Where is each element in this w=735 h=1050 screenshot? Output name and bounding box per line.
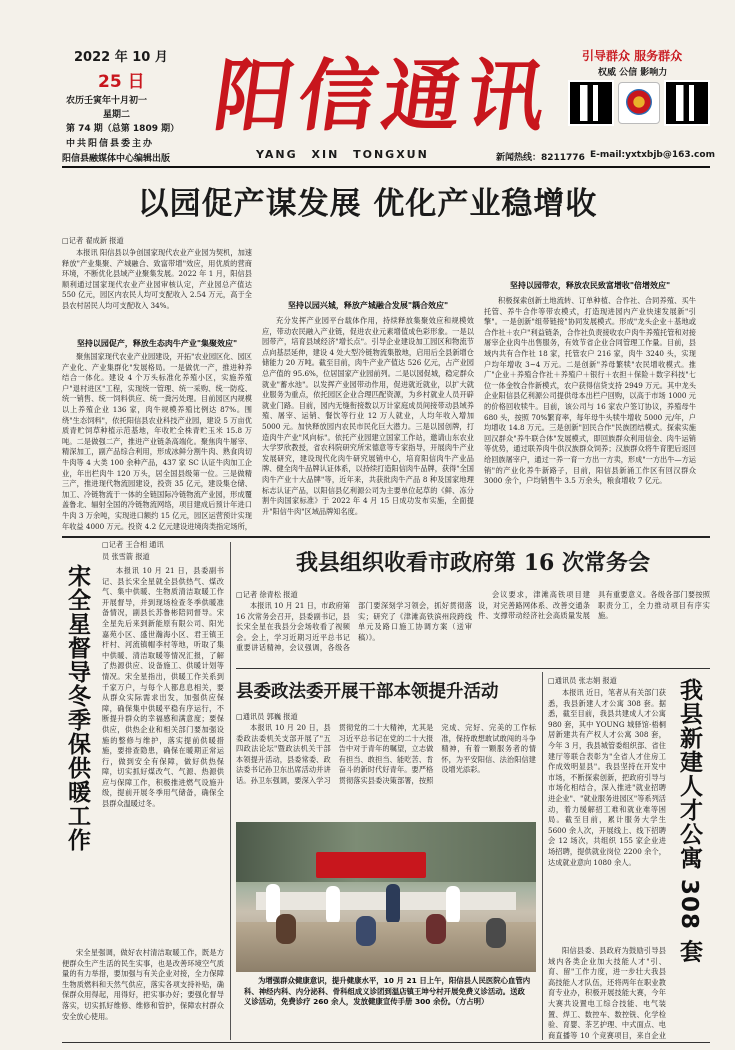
talent-byline: □通讯员 张志娟 报道 xyxy=(548,676,617,685)
talent-body: 本报讯 近日，笔者从有关部门获悉，我县新建人才公寓 308 套。据悉，截至目前，我县共建成人才公寓 980 套，其中 YOUNG 城驿馆·梧桐居新建共有产权人才公寓 308 套，今年 3 月，我县城管委组织部、省住建厅等联合表彰为"全省人才住房工作成效明显县"。我县坚持在开发中市场，不断探索创新，把政府引导与市场化相结合，深入推进"就业招聘进企业"、"就业服务进园区"等系列活动，着力缓解招工难和就业难等困局。截至目前，累计服务大学生 5600 余人次，开展线上、线下招聘会 12 场次，共组织 155 家企业进场招聘，提供就业岗位 2200 余个，达成就业意向 1080 余人。 xyxy=(548,688,666,867)
weekday: 星期二 xyxy=(103,110,131,120)
contact-email: E-mail:yxtxbjb@163.com xyxy=(590,150,715,160)
masthead-rule xyxy=(62,166,710,168)
hotline: 新闻热线：8211776 xyxy=(496,153,585,163)
title-pinyin: YANG XIN TONGXUN xyxy=(256,148,429,161)
sponsor: 中共阳信县委主办 xyxy=(66,139,155,149)
issue-day: 25 日 xyxy=(98,72,145,92)
lead-paragraph-2-continued xyxy=(262,244,474,296)
talent-headline: 我县新建人才公寓 308 套 xyxy=(676,678,702,964)
qr-code-icon xyxy=(666,82,708,124)
zhengfa-headline: 县委政法委开展干部本领提升活动 xyxy=(236,682,499,702)
lead-headline: 以园促产谋发展 优化产业稳增收 xyxy=(137,186,598,222)
photo-caption: 为增强群众健康意识，提升健康水平，10 月 21 日上午，阳信县人民医院心血管内科、神经内科、内分泌科、骨科组成义诊团到温店镇王坤兮村开展免费义诊活动。送政义诊活动，免费诊疗 260 余人，发放健康宣传手册 300 余份。（方占明） xyxy=(244,976,531,1006)
lead-subhead-2: 坚持以园兴城，释放产城融合发展"耦合效应" xyxy=(287,301,449,310)
newspaper-title: 阳信通讯 xyxy=(208,51,558,142)
page-bottom-rule xyxy=(62,1042,710,1043)
zhengfa-byline: □通讯员 郭巍 报道 xyxy=(236,712,298,721)
song-body-tail: 宋全星强调，做好农村清洁取暖工作，既是方便群众生产生活的民生实事，也是改善环境空气质量的有力举措，要加强与有关企业对接，全力保障生物质燃料和天然气供应，落实各项支持补贴，确保群众用得起，用得好，把实事办好；要强化督导落实，切实抓好维修、维修和管护，保障农村群众安全放心使用。 xyxy=(62,948,224,1021)
issue-number: 第 74 期（总第 1809 期） xyxy=(66,124,180,134)
column-rule xyxy=(230,542,231,1040)
lead-paragraph-4: 积极探索创新土地流转、订单种植、合作社、合同养殖、买牛托管、养牛合作等带农模式，打造现进园内产业快速发展新"引擎"。一是创新"组带链接"协同发展模式。形成"龙头企业＋基地或合作社＋农户"利益链条，合作社负责接收农户肉牛养殖托管和对接屠宰企业肉牛出售服务，有效节省企业合同管理工作量。目前，县域内共有合作社 18 家，托管农户 216 家，肉牛 3240 头，实现户均年增收 3~4 万元。二是创新"养母繁犊"农民增收模式。推广"企业＋养殖合作社＋养殖户＋银行＋农担＋保险＋数字科技"七位一体金牧合作新模式，农户获得信贷支持 2949 万元。其中龙头企业阳信县亿利源公司提供母本出栏户回购，以高于市场 1000 元的价格回收犊牛。目前，该公司与 16 家农户签订协议，养殖母牛 680 头，按照 70%繁育率，每年母牛头犊牛增收 5000 元/年，户均增收 14.8 万元。三是创新"回民合作"民族团结模式。探索实施回汉群众"养牛联合体"发展模式，即回族群众利用信金、肉牛运销等优势，通过联养肉牛供汉族群众饲养；汉族群众将牛育肥后返回给回族屠宰户，通过一养一育一方出一方卖，形成"一方出牛—方运销"的产业化养牛新路子，目前，阳信县新涌工作区有回汉群众 3000 余个，户均销售牛 3.5 万余头，粮食增收 7 亿元。 xyxy=(484,296,696,486)
song-byline-2: 员 张雪箭 报道 xyxy=(102,552,150,561)
lead-subhead-1: 坚持以园促产，释放生态肉牛产业"集聚效应" xyxy=(76,339,238,348)
section-divider xyxy=(62,536,710,538)
qr-code-icon xyxy=(570,82,612,124)
app-logo-icon xyxy=(618,82,660,124)
song-byline: □记者 王合相 通讯 xyxy=(102,540,164,549)
lead-paragraph-2: 聚焦国家现代农业产业园建设，开拓"农业园区化、园区产业化、产业集群化"发展格局。一是做优一产，推进种养结合一体化。建设 4 个万头标准化养殖小区，实施养殖户"退村进区"工程，实现统一管理、统一采购、统一防疫、统一销售、统一饲料供应、统一粪污处理。目前园区内规模以上养殖企业 136 家，肉牛规模养殖比例达 87%。围绕"生态饲料"，依托阳信县农业科技产业园，建设 5 万亩优质青贮饲草种植示范基地，年收贮全株青贮玉米 15.8 万吨。二是做强二产，推进产业链条高端化。聚焦肉牛屠宰、精深加工，副产品综合利用，形成冰鲜分割牛肉、熟食肉切牛肉等 4 大类 100 余种产品，437 家 SC 认证牛肉加工企业，年出栏肉牛 120 万头，居全国县级第一位。三是做精三产，推进现代物流园建设，投资 35 亿元，建设集仓储、加工、冷链物流于一体的全链国际冷链物流产业园，形成覆盖鲁北、辐射全国的冷链物流网络，项目建成后预计年进口牛肉 3 万余吨，实现进口额约 15 亿元，园区运营预计实现年收益 4000 万元。投资 4.2 亿元建设进境肉类指定场所， xyxy=(62,352,252,531)
renda-body-2: 会议要求，津滩高铁项目建设，对完善路网体系、改善交通条件、支撑带动经济社会高质量发展具有重要意义。各级各部门要按照职责分工，全力推动项目有序实施。 xyxy=(478,590,710,621)
lead-paragraph-3: 充分发挥产业园平台载体作用，持续释放集聚效应和规模效应，带动农民融入产业链，促进农业元素增值成色彩形象。一是以园带产，培育县域经济"增长点"。引导企业建设加工园区和物流节点向基层延伸，建设 4 处大型冷链物流集散地，启用后全县新增仓储能力 20 万吨。截至目前，肉牛产业产值达 526 亿元，占产业园总产值的 95.6%，位居国家产业园前列。二是以园促城，稳定群众就业"蓄水池"。以发挥产业园带动作用，促进就近就业，以扩大就业服务为重点，依托园区企业合理匹配资源，为乡村就业人员开辟就业门路。目前，园内无缝衔接数以万计家庭成员间接带动县域养殖、屠宰、运销、餐饮等行业 12 万人就业，人均年收入增加 5000 元。加快释放园内农民市民化巨大潜力。三是以园创牌，打造肉牛产业"风向标"。依托产业园建立国家工作站，邀请山东农业大学罗欣教授，省农科院研究所宋德意等专家指导，开展肉牛产业发展研究，建设现代化肉牛研究展销中心，培育阳信肉牛产业品牌、健全肉牛品牌认证体系，以持续打造阳信肉牛品牌，获得"全国肉牛产业十大品牌"等，近年来，共获批肉牛产品 8 种及国家地理标志认证产品，以阳信县亿利源公司为主要单位起草的《鲜、冻分割牛肉国家标准》于 2022 年 4 月 15 日成功发布实施，全面提升"阳信牛肉"区域品牌知名度。 xyxy=(262,316,474,516)
renda-body-1: 本报讯 10 月 21 日，市政府第 16 次常务会召开，县委副书记，县长宋全星在我县分会场收看了视频会。会上，学习近期习近平总书记重要讲话精神，会议强调，各级各部门要深刻学习领会，抓好贯彻落实；研究了《津滩高铁滨州段跨线单元及路口施工协调方案（送审稿）》。 xyxy=(236,601,472,653)
song-headline: 宋全星督导冬季保供暖工作 xyxy=(64,564,90,852)
talent-body-tail: 阳信县委、县政府为鼓励引导县域内各类企业加大技能人才"引、育、留"工作力度，进一步壮大我县高技能人才队伍，还将两年在职业教育专业办，积极开展技能大赛，今年大赛共设置电工综合技能、电气装置、焊工、数控车、数控铣、化学检验、育婴、茶艺护理、中式面点、电商直播等 10 个竞赛项目，来自企业 xyxy=(548,946,666,1040)
song-body: 本报讯 10 月 21 日，县委副书记、县长宋全星就全县供热气、煤改气、集中供暖、生物质清洁取暖工作开展督导，并到现场检查冬季供暖准备情况，副县长苏鲁彬陪同督导。宋全星先后来到新能原有限公司、阳光嘉苑小区、盛世瀚海小区、君王镇王杆村、河流镇帽李村等地，听取了集中供暖、清洁取暖等情况汇报，了解了热源供应、设备施工、供暖计划等情况。宋全星指出，供暖工作关系到千家万户，与每个人都息息相关，要从群众实际需求出发，加强供应保障，确保集中供暖平稳有序运行，不断提升群众的幸福感和满意度；要保供应，供热企业和相关部门要加强设施的整修与维护，落实提前供暖措施，要排查隐患，确保在暖期正常运行，做到安全有保障，做好供热保障，切实抓好煤改气、气源、热源供应与保障工作，积极推进燃气设施升级，提前开展冬季用气储备，确保全县群众温暖过冬。 xyxy=(102,566,224,809)
story-divider xyxy=(236,668,710,669)
renda-headline: 我县组织收看市政府第 16 次常务会 xyxy=(296,550,650,576)
slogan-primary: 引导群众 服务群众 xyxy=(582,49,683,63)
slogan-secondary: 权威 公信 影响力 xyxy=(598,68,668,78)
renda-byline: □记者 徐青松 报道 xyxy=(236,590,298,599)
column-rule xyxy=(542,672,543,1040)
song-story xyxy=(62,540,224,1040)
lunar-date: 农历壬寅年十月初一 xyxy=(66,96,148,106)
lead-byline: □记者 翟成新 报道 xyxy=(62,236,124,245)
date-line: 2022 年 10 月 xyxy=(74,50,168,65)
zhengfa-body: 本报讯 10 月 20 日，县委政法委机关支部开展了"五四政法论坛"暨政法机关干部本领提升活动，县委常委、政法委书记孙卫东出席活动并讲话。孙卫东强调，要深入学习贯彻党的二十大精神，尤其是习近平总书记在党的二十大报告中对于青年的嘱望，立志做有担当、敢担当、能吃苦、肯奋斗的新时代好青年。要严格贯彻落实县委决策部署，按照完成、完好、完美的工作标准，保持敢想敢试敢闯的斗争精神，有着一颗服务者的情怀，为平安阳信、法治阳信建设增光添彩。 xyxy=(236,723,536,785)
masthead xyxy=(0,0,735,180)
free-clinic-photo xyxy=(236,822,536,972)
publisher: 阳信县融媒体中心编辑出版 xyxy=(62,154,171,164)
lead-paragraph-1: 本报讯 阳信县以争创国家现代农业产业园为契机，加速释放"产业集聚、产城融合、致富带增"效应，用优质的营商环境，不断优化县域产业聚集发展。2022 年 1 月，阳信县顺利通过国家现代农业产业园审核认定，产业园总产值达 550 亿元，园区内农民人均可支配收入 2.54 万元，高于全县农村居民人均可支配收入 34%。 xyxy=(62,248,252,310)
talent-story xyxy=(548,672,710,1040)
lead-subhead-3: 坚持以园带农，释放农民致富增收"倍增效应" xyxy=(509,281,671,290)
